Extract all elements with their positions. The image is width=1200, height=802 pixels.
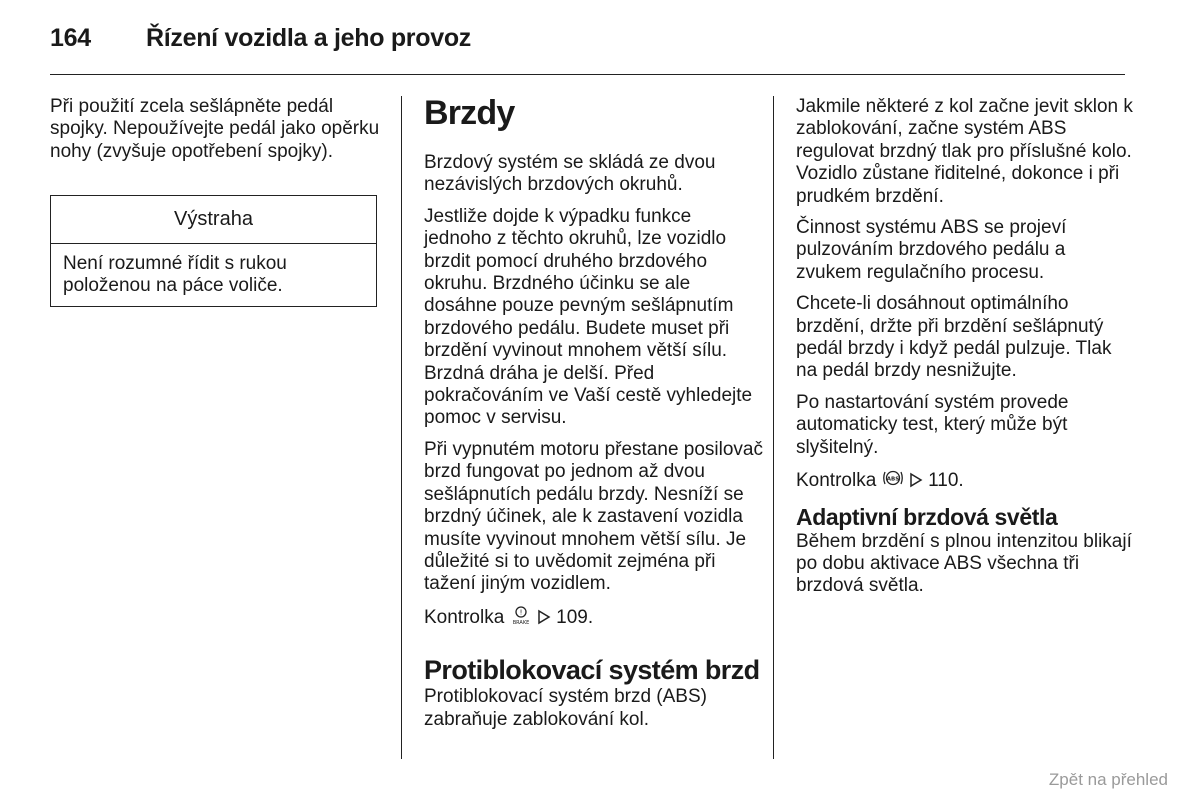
- abs-paragraph-4: Po nastartování systém provede automaticky test, který může být slyšitelný.: [796, 391, 1069, 458]
- abs-intro-paragraph: Protiblokovací systém brzd (ABS) zabraňuje zablokování kol.: [424, 686, 707, 730]
- chapter-title: Řízení vozidla a jeho provoz: [146, 24, 471, 52]
- abs-paragraph-3: Chcete-li dosáhnout optimálního brzdění, držte při brzdění sešlápnutý pedál brzdy i když pedál pulzuje. Tlak na pedál brzdy nesnižujte.: [796, 293, 1112, 382]
- column-3: [796, 96, 1136, 607]
- page-number: 164: [50, 24, 91, 52]
- page-reference-arrow-icon[interactable]: [909, 472, 923, 494]
- kontrolka-label: Kontrolka: [796, 470, 877, 492]
- column-1: [50, 96, 380, 172]
- adaptive-brake-lights-text: Během brzdění s plnou intenzitou blikají po dobu aktivace ABS všechna tři brzdová světla.: [796, 530, 1132, 597]
- brake-icon-label: BRAKE: [512, 619, 529, 625]
- page-reference-link[interactable]: 110.: [928, 470, 964, 492]
- kontrolka-label: Kontrolka: [424, 606, 505, 628]
- brake-warning-lamp-ref: [424, 605, 764, 631]
- brakes-paragraph-2: Jestliže dojde k výpadku funkce jednoho z těchto okruhů, lze vozidlo brzdit pomocí druhého brzdového okruhu. Brzdného účinku se ale dosáhne pouze pevným sešlápnutím brzdového pedálu. Budete muset při brzdění vyvinout mnohem větší sílu. Brzdná dráha je delší. Před pokračováním ve Vaší cestě vyhledejte pomoc v servisu.: [424, 205, 753, 429]
- svg-text:!: !: [519, 608, 522, 617]
- abs-warning-icon: [882, 468, 904, 494]
- abs-warning-lamp-ref: [796, 468, 1136, 494]
- column-divider-1: [401, 96, 402, 759]
- warning-title: Výstraha: [51, 196, 376, 244]
- warning-text: Není rozumné řídit s rukou položenou na páce voliče.: [63, 253, 287, 297]
- brakes-paragraph-1: Brzdový systém se skládá ze dvou nezávislých brzdových okruhů.: [424, 152, 716, 196]
- abs-paragraph-1: Jakmile některé z kol začne jevit sklon k zablokování, začne systém ABS regulovat brzdný tlak pro příslušné kolo. Vozidlo zůstane řiditelné, dokonce i při prudkém brzdění.: [796, 96, 1133, 207]
- abs-heading: Protiblokovací systém brzd: [424, 655, 760, 686]
- brakes-heading: Brzdy: [424, 94, 515, 132]
- brake-warning-icon: [510, 605, 532, 631]
- back-to-overview-link[interactable]: Zpět na přehled: [1048, 770, 1168, 789]
- adaptive-brake-lights-heading: Adaptivní brzdová světla: [796, 503, 1058, 530]
- clutch-paragraph: Při použití zcela sešlápněte pedál spojky. Nepoužívejte pedál jako opěrku nohy (zvyšuje opotřebení spojky).: [50, 96, 380, 162]
- page-header: [50, 24, 471, 53]
- page-reference-arrow-icon[interactable]: [537, 609, 551, 631]
- header-rule: [50, 74, 1125, 75]
- column-divider-2: [773, 96, 774, 759]
- abs-icon-label: ABS: [886, 476, 899, 483]
- abs-paragraph-2: Činnost systému ABS se projeví pulzováním brzdového pedálu a zvukem regulačního procesu.: [796, 217, 1067, 283]
- column-2: [424, 94, 764, 740]
- warning-box: [50, 195, 377, 307]
- brakes-paragraph-3: Při vypnutém motoru přestane posilovač brzd fungovat po jednom až dvou sešlápnutích pedálu brzdy. Nesníží se brzdný účinek, ale k zastavení vozidla musíte vyvinout mnohem větší sílu. Je důležité si to uvědomit zejména při tažení jiným vozidlem.: [424, 438, 763, 595]
- page-reference-link[interactable]: 109.: [556, 606, 594, 628]
